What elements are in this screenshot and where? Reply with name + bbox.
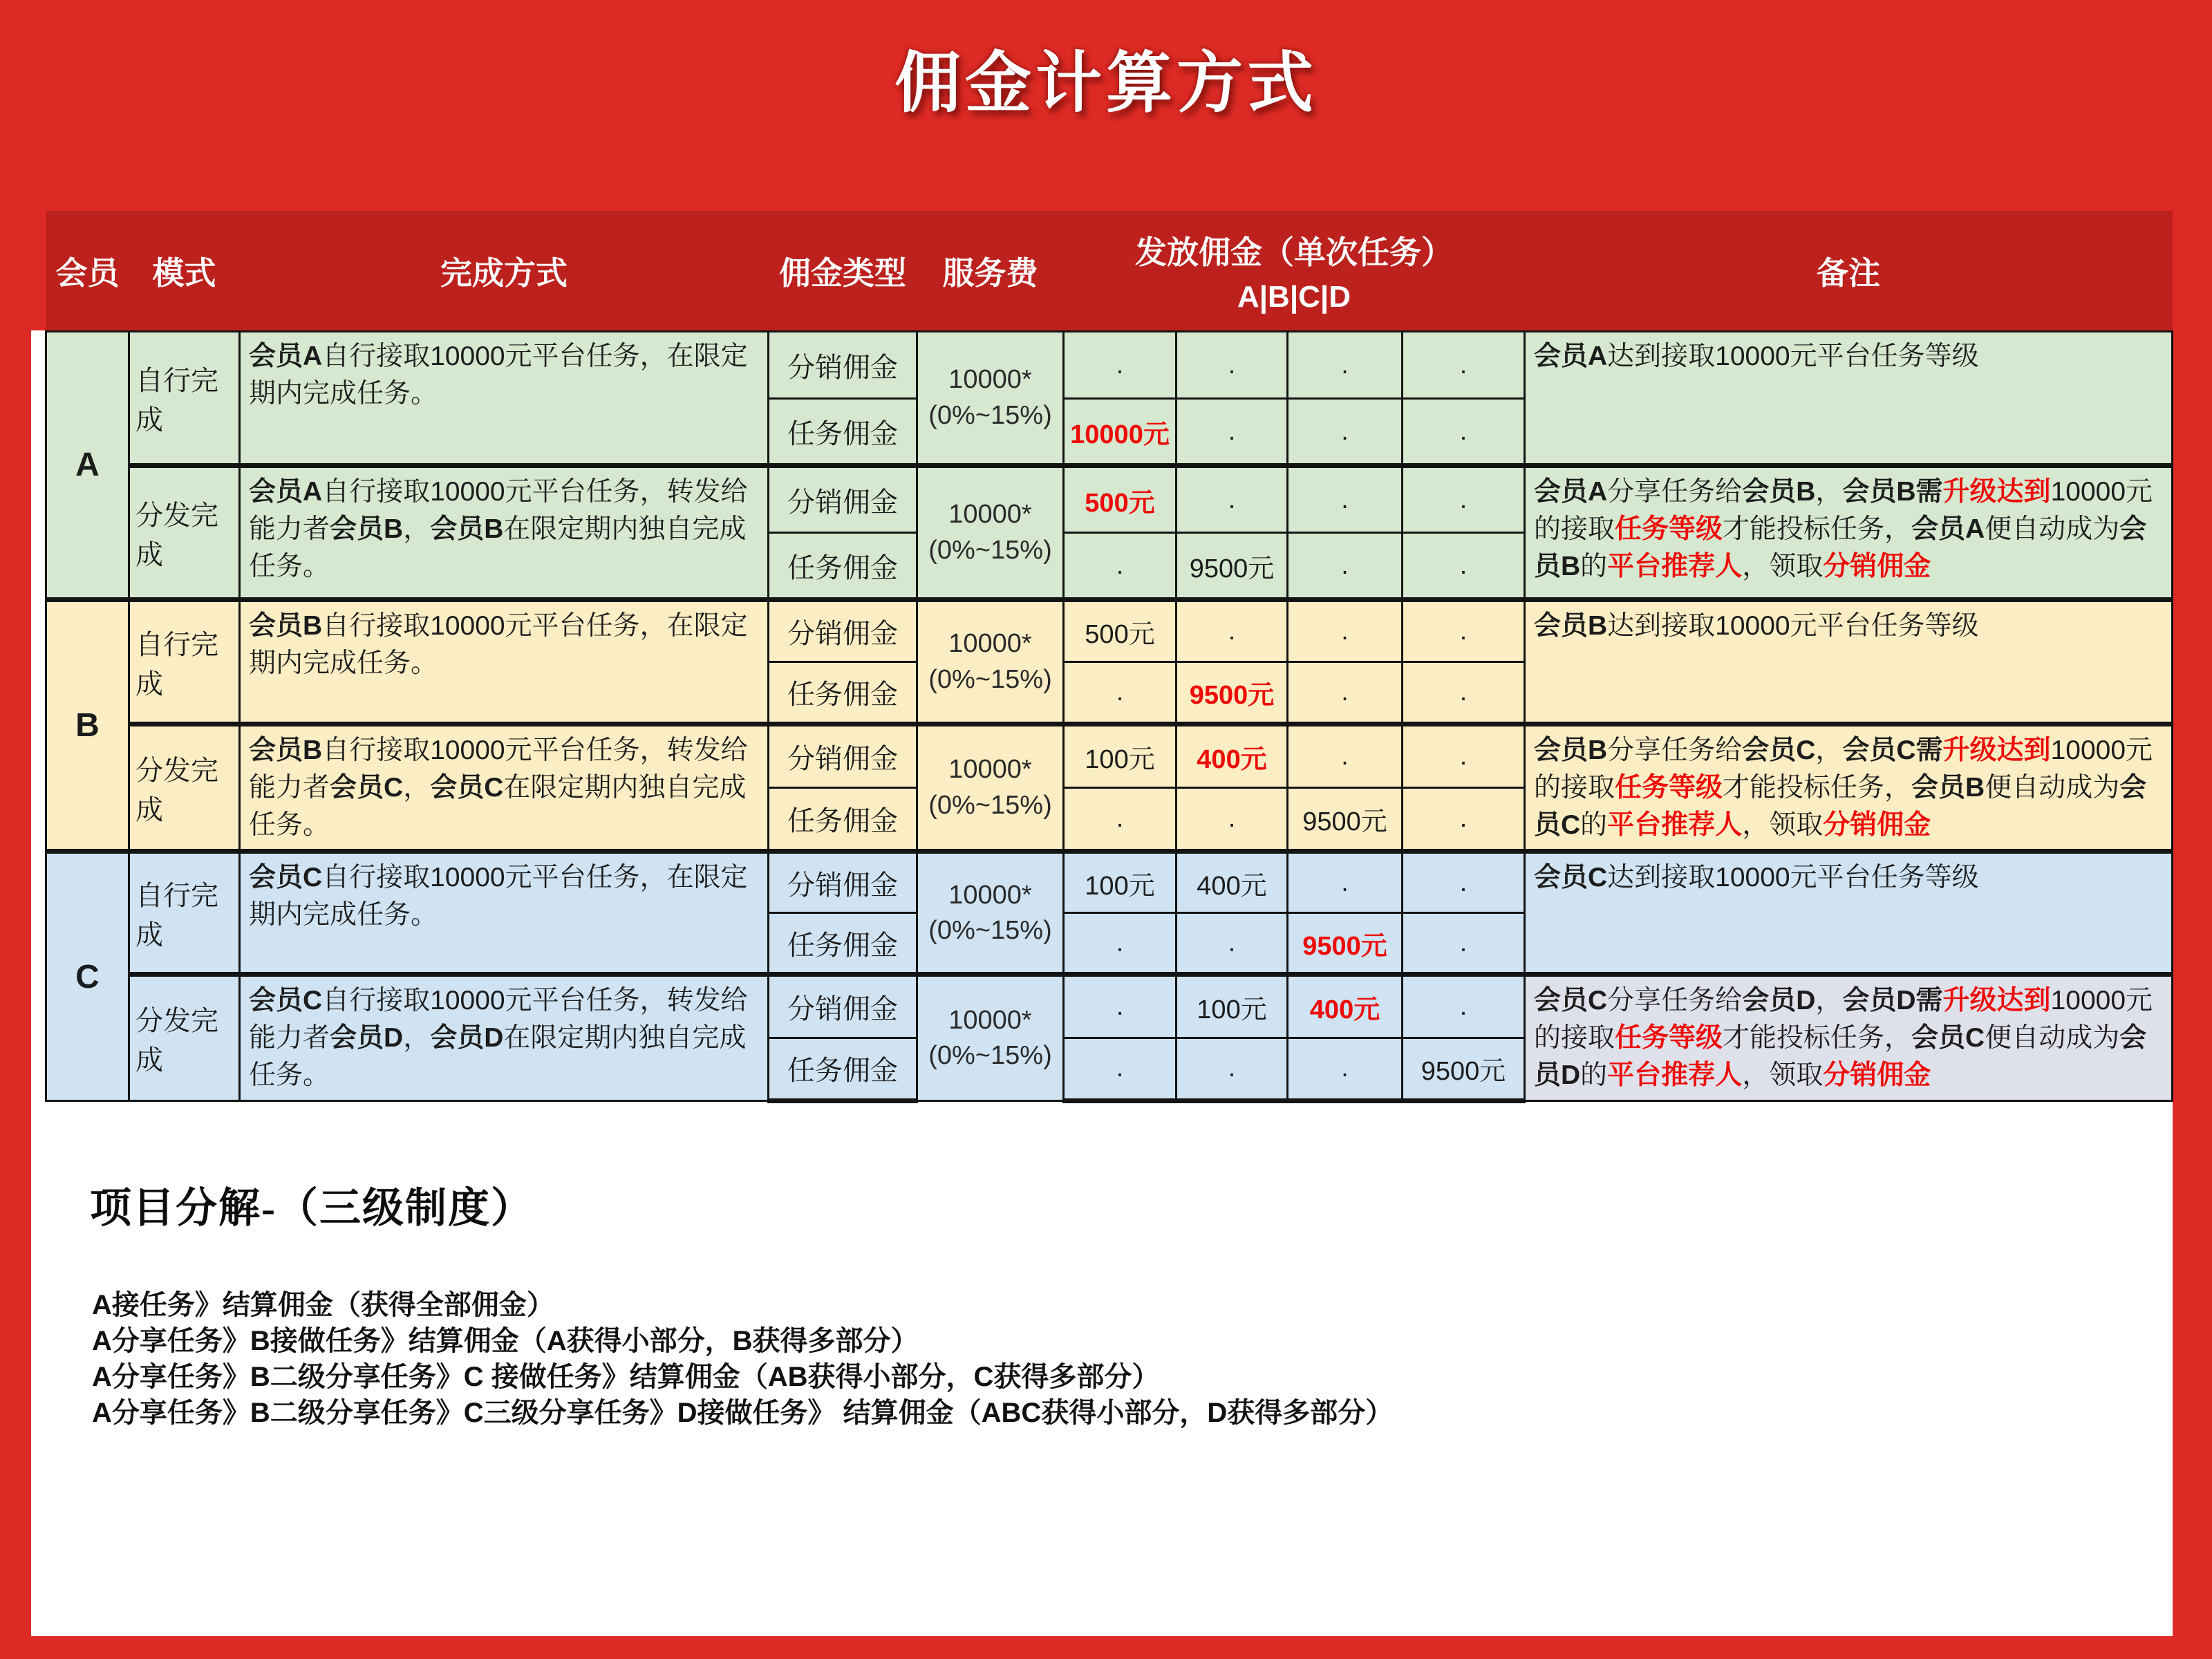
mode-cell: 自行完成 [129, 600, 240, 724]
payout-value-c: . [1288, 600, 1403, 662]
member-cell: C [46, 852, 129, 1100]
project-line: A接任务》结算佣金（获得全部佣金） [92, 1290, 554, 1320]
table-row [46, 332, 2173, 399]
project-line: A分享任务》B二级分享任务》C三级分享任务》D接做任务》 结算佣金（ABC获得小部分，D获得多部分） [92, 1398, 1394, 1428]
payout-value-d: . [1403, 399, 1525, 466]
header-mode: 模式 [129, 211, 240, 332]
commission-type-cell: 任务佣金 [769, 788, 917, 852]
payout-value-d: . [1403, 662, 1525, 724]
payout-value-a: 100元 [1064, 852, 1177, 913]
service-fee-cell: 10000* (0%~15%) [917, 600, 1064, 724]
header-service-fee: 服务费 [917, 211, 1064, 332]
commission-type-cell: 分销佣金 [769, 724, 917, 788]
payout-value-b: 400元 [1177, 852, 1288, 913]
member-cell: A [46, 332, 129, 600]
payout-value-b: . [1177, 466, 1288, 533]
mode-cell: 自行完成 [129, 332, 240, 466]
payout-value-c: . [1288, 724, 1403, 788]
service-fee-cell: 10000* (0%~15%) [917, 332, 1064, 466]
mode-cell: 分发完成 [129, 975, 240, 1100]
commission-type-cell: 任务佣金 [769, 662, 917, 724]
payout-value-a: . [1064, 533, 1177, 600]
payout-value-d: . [1403, 788, 1525, 852]
remark-cell: 会员A达到接取10000元平台任务等级 [1525, 332, 2173, 466]
table-body [46, 332, 2173, 1101]
payout-value-b: 9500元 [1177, 533, 1288, 600]
payout-value-a: . [1064, 913, 1177, 975]
payout-value-a: 100元 [1064, 724, 1177, 788]
commission-type-cell: 任务佣金 [769, 1038, 917, 1100]
payout-value-c: . [1288, 852, 1403, 913]
payout-value-a: . [1064, 975, 1177, 1038]
payout-value-d: . [1403, 332, 1525, 399]
payout-value-b: . [1177, 332, 1288, 399]
payout-value-c: 400元 [1288, 975, 1403, 1038]
service-fee-cell: 10000* (0%~15%) [917, 466, 1064, 600]
payout-value-c: . [1288, 332, 1403, 399]
payout-value-c: 9500元 [1288, 788, 1403, 852]
payout-value-d: . [1403, 533, 1525, 600]
header-payout [1064, 211, 1525, 332]
header-commission-type: 佣金类型 [769, 211, 917, 332]
mode-cell: 分发完成 [129, 466, 240, 600]
commission-type-cell: 分销佣金 [769, 600, 917, 662]
table-row [46, 600, 2173, 662]
payout-value-b: . [1177, 1038, 1288, 1100]
payout-value-d: . [1403, 913, 1525, 975]
table-row [46, 466, 2173, 533]
commission-type-cell: 任务佣金 [769, 913, 917, 975]
payout-value-b: 9500元 [1177, 662, 1288, 724]
remark-cell: 会员C分享任务给会员D，会员D需升级达到10000元的接取任务等级才能投标任务，会员C便自动成为会员D的平台推荐人，领取分销佣金 [1525, 975, 2173, 1100]
payout-value-a: . [1064, 332, 1177, 399]
payout-value-a: 500元 [1064, 600, 1177, 662]
table-row [46, 975, 2173, 1038]
payout-value-d: . [1403, 600, 1525, 662]
payout-value-a: . [1064, 788, 1177, 852]
service-fee-cell: 10000* (0%~15%) [917, 724, 1064, 852]
description-cell: 会员A自行接取10000元平台任务，在限定期内完成任务。 [240, 332, 769, 466]
payout-value-b: 400元 [1177, 724, 1288, 788]
payout-value-a: . [1064, 662, 1177, 724]
project-line: A分享任务》B二级分享任务》C 接做任务》结算佣金（AB获得小部分，C获得多部分） [92, 1362, 1160, 1392]
remark-cell: 会员B达到接取10000元平台任务等级 [1525, 600, 2173, 724]
remark-cell: 会员B分享任务给会员C，会员C需升级达到10000元的接取任务等级才能投标任务，会员B便自动成为会员C的平台推荐人，领取分销佣金 [1525, 724, 2173, 852]
service-fee-cell: 10000* (0%~15%) [917, 852, 1064, 975]
header-row [46, 211, 2173, 332]
payout-value-b: . [1177, 788, 1288, 852]
commission-type-cell: 任务佣金 [769, 399, 917, 466]
payout-value-b: . [1177, 600, 1288, 662]
commission-type-cell: 分销佣金 [769, 466, 917, 533]
payout-value-a: 500元 [1064, 466, 1177, 533]
payout-value-d: 9500元 [1403, 1038, 1525, 1100]
header-remark: 备注 [1525, 211, 2173, 332]
commission-type-cell: 任务佣金 [769, 533, 917, 600]
table-row [46, 724, 2173, 788]
payout-value-d: . [1403, 975, 1525, 1038]
header-payout-title: 发放佣金（单次任务） [1135, 234, 1453, 270]
payout-value-d: . [1403, 466, 1525, 533]
commission-type-cell: 分销佣金 [769, 852, 917, 913]
payout-value-c: . [1288, 399, 1403, 466]
payout-value-c: . [1288, 662, 1403, 724]
payout-value-c: 9500元 [1288, 913, 1403, 975]
service-fee-cell: 10000* (0%~15%) [917, 975, 1064, 1100]
payout-value-d: . [1403, 852, 1525, 913]
table-header [46, 211, 2173, 332]
mode-cell: 分发完成 [129, 724, 240, 852]
payout-value-c: . [1288, 466, 1403, 533]
description-cell: 会员B自行接取10000元平台任务，转发给能力者会员C，会员C在限定期内独自完成任务。 [240, 724, 769, 852]
commission-type-cell: 分销佣金 [769, 975, 917, 1038]
commission-table [45, 211, 2173, 1103]
description-cell: 会员A自行接取10000元平台任务，转发给能力者会员B，会员B在限定期内独自完成任务。 [240, 466, 769, 600]
page-title: 佣金计算方式 [894, 46, 1318, 120]
table-row [46, 852, 2173, 913]
payout-value-c: . [1288, 1038, 1403, 1100]
payout-value-c: . [1288, 533, 1403, 600]
description-cell: 会员C自行接取10000元平台任务，在限定期内完成任务。 [240, 852, 769, 975]
mode-cell: 自行完成 [129, 852, 240, 975]
member-cell: B [46, 600, 129, 852]
remark-cell: 会员A分享任务给会员B，会员B需升级达到10000元的接取任务等级才能投标任务，会员A便自动成为会员B的平台推荐人，领取分销佣金 [1525, 466, 2173, 600]
commission-type-cell: 分销佣金 [769, 332, 917, 399]
payout-value-a: 10000元 [1064, 399, 1177, 466]
description-cell: 会员B自行接取10000元平台任务，在限定期内完成任务。 [240, 600, 769, 724]
payout-value-b: 100元 [1177, 975, 1288, 1038]
project-line: A分享任务》B接做任务》结算佣金（A获得小部分，B获得多部分） [92, 1326, 919, 1356]
header-member: 会员 [46, 211, 129, 332]
header-method: 完成方式 [240, 211, 769, 332]
project-breakdown-heading: 项目分解-（三级制度） [90, 1185, 534, 1231]
description-cell: 会员C自行接取10000元平台任务，转发给能力者会员D，会员D在限定期内独自完成任务。 [240, 975, 769, 1100]
remark-cell: 会员C达到接取10000元平台任务等级 [1525, 852, 2173, 975]
payout-value-d: . [1403, 724, 1525, 788]
project-breakdown-lines [92, 1287, 1393, 1431]
payout-value-a: . [1064, 1038, 1177, 1100]
payout-value-b: . [1177, 399, 1288, 466]
header-payout-abcd: A|B|C|D [1237, 279, 1351, 314]
payout-value-b: . [1177, 913, 1288, 975]
